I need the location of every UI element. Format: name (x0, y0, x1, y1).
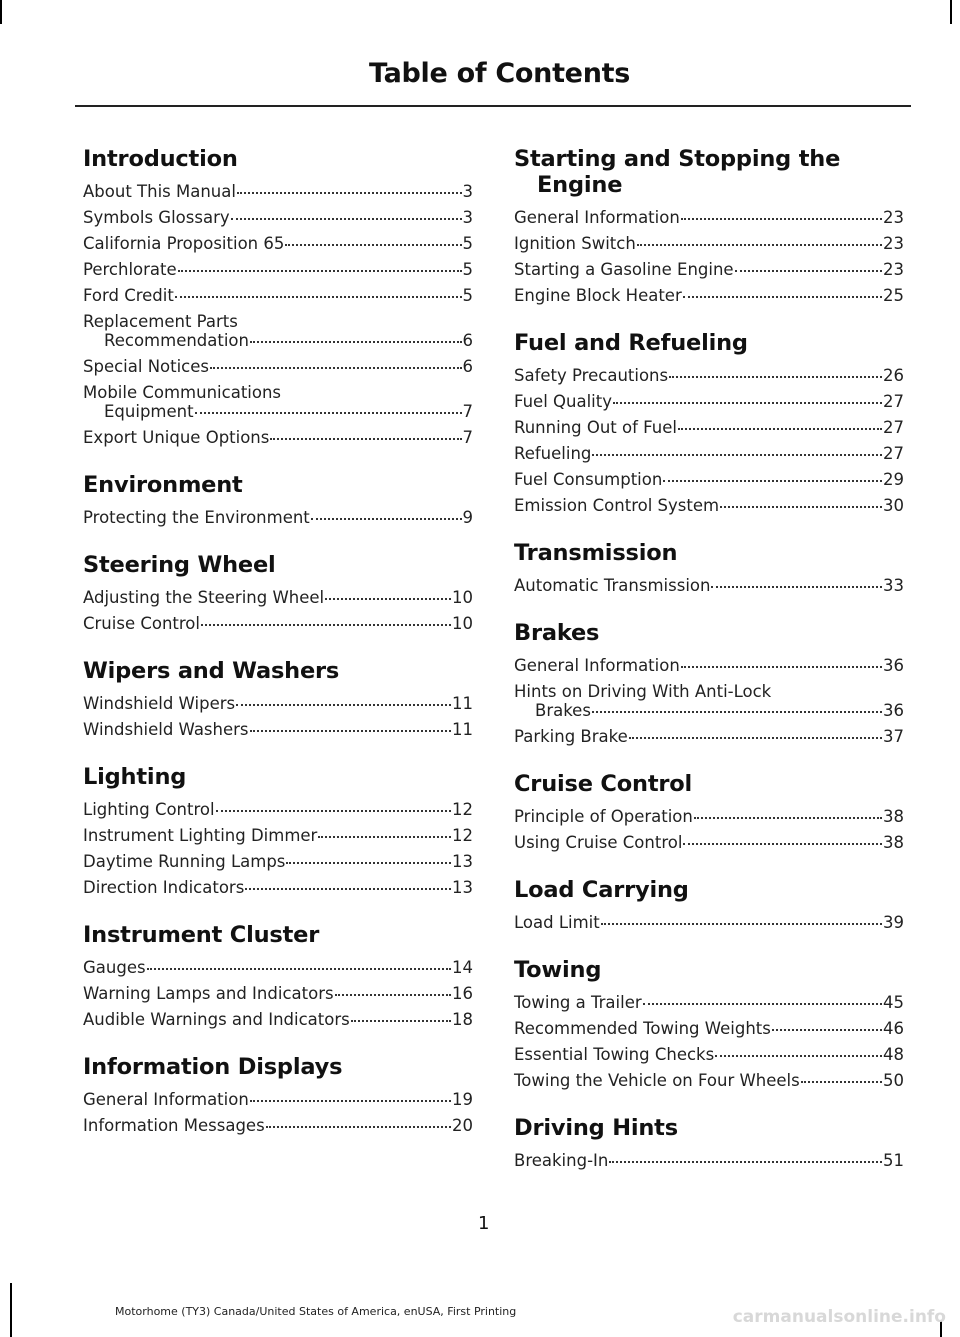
entry-title: Warning Lamps and Indicators (83, 983, 334, 1003)
entry-page-number: 48 (883, 1044, 904, 1064)
entry-page-number: 16 (452, 983, 473, 1003)
dot-leader (318, 835, 451, 838)
entry-title: Protecting the Environment (83, 507, 310, 527)
section-heading[interactable]: Steering Wheel (83, 552, 276, 578)
toc-entry[interactable] (83, 610, 473, 636)
dot-leader (609, 1160, 882, 1163)
entry-page-number: 50 (883, 1070, 904, 1090)
toc-left-column (83, 146, 473, 1160)
toc-entry[interactable] (83, 282, 473, 308)
entry-page-number: 13 (452, 851, 473, 871)
dot-leader (683, 842, 882, 845)
entry-page-number: 19 (452, 1089, 473, 1109)
entry-title: General Information (514, 207, 680, 227)
toc-entry[interactable] (514, 466, 904, 492)
section-heading[interactable]: Starting and Stopping the Engine (514, 146, 841, 198)
entry-page-number: 30 (883, 495, 904, 515)
crop-mark-top-right (950, 0, 952, 24)
toc-section (514, 540, 904, 598)
toc-entry[interactable] (83, 379, 473, 424)
toc-section (514, 146, 904, 308)
entry-page-number: 6 (462, 356, 473, 376)
entry-title: Perchlorate (83, 259, 177, 279)
entry-title: Audible Warnings and Indicators (83, 1009, 350, 1029)
dot-leader (250, 340, 462, 343)
dot-leader (643, 1002, 882, 1005)
toc-entry[interactable] (83, 980, 473, 1006)
toc-entry[interactable] (83, 716, 473, 742)
entry-page-number: 51 (883, 1150, 904, 1170)
toc-entry[interactable] (83, 308, 473, 353)
entry-title: Engine Block Heater (514, 285, 682, 305)
toc-section (83, 1054, 473, 1138)
dot-leader (201, 623, 451, 626)
entry-title: Fuel Consumption (514, 469, 663, 489)
entry-title: Information Messages (83, 1115, 265, 1135)
entry-page-number: 38 (883, 832, 904, 852)
edition-info: Motorhome (TY3) Canada/United States of America, enUSA, First Printing (115, 1305, 517, 1318)
toc-entry[interactable] (514, 362, 904, 388)
dot-leader (210, 366, 461, 369)
entry-page-number: 11 (452, 693, 473, 713)
toc-entry[interactable] (514, 909, 904, 935)
entry-page-number: 7 (462, 401, 473, 421)
toc-right-column (514, 146, 904, 1195)
toc-entry[interactable] (83, 353, 473, 379)
entry-page-number: 33 (883, 575, 904, 595)
entry-page-number: 12 (452, 799, 473, 819)
entry-title: Export Unique Options (83, 427, 270, 447)
section-heading[interactable]: Wipers and Washers (83, 658, 340, 684)
dot-leader (629, 736, 882, 739)
entry-title: Running Out of Fuel (514, 417, 677, 437)
entry-title: Ford Credit (83, 285, 174, 305)
toc-entry[interactable] (83, 584, 473, 610)
dot-leader (592, 710, 882, 713)
toc-entry[interactable] (514, 723, 904, 749)
section-heading[interactable]: Lighting (83, 764, 187, 790)
entry-title: Using Cruise Control (514, 832, 683, 852)
entry-page-number: 27 (883, 443, 904, 463)
entry-title: Cruise Control (83, 613, 200, 633)
toc-section (514, 620, 904, 749)
entry-page-number: 5 (462, 233, 473, 253)
entry-title: Starting a Gasoline Engine (514, 259, 734, 279)
dot-leader (683, 295, 882, 298)
toc-entry[interactable] (83, 796, 473, 822)
entry-page-number: 36 (883, 655, 904, 675)
dot-leader (147, 967, 451, 970)
toc-entry[interactable] (83, 178, 473, 204)
section-heading[interactable]: Brakes (514, 620, 600, 646)
toc-entry[interactable] (514, 1067, 904, 1093)
dot-leader (681, 665, 882, 668)
dot-leader (285, 243, 461, 246)
toc-section (83, 922, 473, 1032)
toc-entry[interactable] (83, 690, 473, 716)
toc-section (514, 771, 904, 855)
entry-page-number: 45 (883, 992, 904, 1012)
entry-title-continued: Brakes (535, 700, 591, 720)
toc-section (514, 330, 904, 518)
entry-page-number: 12 (452, 825, 473, 845)
crop-mark-top-left (0, 0, 2, 24)
toc-entry[interactable] (514, 989, 904, 1015)
dot-leader (250, 1099, 451, 1102)
entry-page-number: 5 (462, 285, 473, 305)
entry-page-number: 9 (462, 507, 473, 527)
crop-mark-bottom-left (10, 1283, 12, 1337)
entry-title: Daytime Running Lamps (83, 851, 286, 871)
toc-entry[interactable] (83, 954, 473, 980)
entry-title: Parking Brake (514, 726, 628, 746)
section-heading[interactable]: Driving Hints (514, 1115, 678, 1141)
entry-page-number: 46 (883, 1018, 904, 1038)
section-heading[interactable]: Instrument Cluster (83, 922, 320, 948)
toc-entry[interactable] (83, 1006, 473, 1032)
toc-entry[interactable] (83, 874, 473, 900)
entry-page-number: 39 (883, 912, 904, 932)
section-heading[interactable]: Cruise Control (514, 771, 693, 797)
entry-title: Windshield Washers (83, 719, 249, 739)
dot-leader (715, 1054, 882, 1057)
dot-leader (325, 597, 451, 600)
entry-title: Emission Control System (514, 495, 720, 515)
dot-leader (216, 809, 451, 812)
entry-title: Recommended Towing Weights (514, 1018, 771, 1038)
entry-page-number: 10 (452, 613, 473, 633)
dot-leader (663, 479, 882, 482)
entry-page-number: 27 (883, 417, 904, 437)
toc-entry[interactable] (83, 1086, 473, 1112)
entry-title-continued: Recommendation (104, 330, 249, 350)
toc-entry[interactable] (514, 204, 904, 230)
toc-section (514, 877, 904, 935)
section-heading[interactable]: Towing (514, 957, 602, 983)
entry-page-number: 6 (462, 330, 473, 350)
entry-title: Safety Precautions (514, 365, 669, 385)
entry-page-number: 29 (883, 469, 904, 489)
entry-title: Instrument Lighting Dimmer (83, 825, 318, 845)
entry-page-number: 3 (462, 181, 473, 201)
section-heading[interactable]: Transmission (514, 540, 678, 566)
dot-leader (311, 517, 462, 520)
entry-title: Direction Indicators (83, 877, 245, 897)
entry-page-number: 10 (452, 587, 473, 607)
dot-leader (694, 816, 882, 819)
toc-entry[interactable] (514, 678, 904, 723)
entry-title: Gauges (83, 957, 146, 977)
dot-leader (351, 1019, 451, 1022)
entry-page-number: 13 (452, 877, 473, 897)
entry-page-number: 7 (462, 427, 473, 447)
toc-section (83, 552, 473, 636)
dot-leader (669, 375, 882, 378)
entry-page-number: 26 (883, 365, 904, 385)
toc-entry[interactable] (83, 848, 473, 874)
dot-leader (236, 703, 451, 706)
entry-title: Breaking-In (514, 1150, 609, 1170)
entry-title: Symbols Glossary (83, 207, 230, 227)
toc-entry[interactable] (514, 256, 904, 282)
entry-page-number: 5 (462, 259, 473, 279)
dot-leader (735, 269, 882, 272)
entry-title: General Information (514, 655, 680, 675)
toc-entry[interactable] (514, 572, 904, 598)
dot-leader (178, 269, 462, 272)
entry-page-number: 38 (883, 806, 904, 826)
toc-entry[interactable] (514, 492, 904, 518)
toc-section (83, 146, 473, 450)
dot-leader (681, 217, 882, 220)
toc-entry[interactable] (514, 282, 904, 308)
toc-entry[interactable] (514, 230, 904, 256)
section-heading[interactable]: Information Displays (83, 1054, 343, 1080)
dot-leader (175, 295, 462, 298)
toc-entry[interactable] (514, 803, 904, 829)
entry-page-number: 11 (452, 719, 473, 739)
dot-leader (772, 1028, 882, 1031)
entry-title: Essential Towing Checks (514, 1044, 715, 1064)
dot-leader (335, 993, 451, 996)
toc-entry[interactable] (514, 440, 904, 466)
entry-title: Towing a Trailer (514, 992, 642, 1012)
entry-title: Hints on Driving With Anti-Lock (514, 681, 772, 701)
entry-page-number: 37 (883, 726, 904, 746)
entry-page-number: 18 (452, 1009, 473, 1029)
toc-entry[interactable] (514, 388, 904, 414)
section-heading[interactable]: Introduction (83, 146, 238, 172)
toc-entry[interactable] (83, 256, 473, 282)
toc-entry[interactable] (83, 230, 473, 256)
toc-entry[interactable] (514, 1147, 904, 1173)
dot-leader (270, 437, 461, 440)
toc-entry[interactable] (514, 1041, 904, 1067)
dot-leader (720, 505, 882, 508)
dot-leader (801, 1080, 882, 1083)
entry-page-number: 23 (883, 207, 904, 227)
dot-leader (195, 411, 462, 414)
entry-page-number: 23 (883, 233, 904, 253)
entry-page-number: 14 (452, 957, 473, 977)
title-divider (75, 105, 911, 107)
toc-entry[interactable] (83, 504, 473, 530)
entry-title: Automatic Transmission (514, 575, 711, 595)
toc-entry[interactable] (83, 204, 473, 230)
section-heading[interactable]: Environment (83, 472, 243, 498)
entry-page-number: 23 (883, 259, 904, 279)
dot-leader (592, 453, 882, 456)
entry-title: California Proposition 65 (83, 233, 285, 253)
watermark: carmanualsonline.info (732, 1307, 946, 1327)
toc-entry[interactable] (514, 1015, 904, 1041)
toc-entry[interactable] (514, 414, 904, 440)
entry-title: Adjusting the Steering Wheel (83, 587, 325, 607)
entry-title: Windshield Wipers (83, 693, 236, 713)
toc-section (514, 957, 904, 1093)
dot-leader (678, 427, 882, 430)
toc-section (83, 764, 473, 900)
dot-leader (637, 243, 882, 246)
entry-page-number: 20 (452, 1115, 473, 1135)
entry-title: Mobile Communications (83, 382, 282, 402)
entry-title: Refueling (514, 443, 592, 463)
entry-title: Towing the Vehicle on Four Wheels (514, 1070, 800, 1090)
entry-page-number: 36 (883, 700, 904, 720)
entry-page-number: 3 (462, 207, 473, 227)
entry-title: About This Manual (83, 181, 236, 201)
toc-section (83, 472, 473, 530)
entry-page-number: 27 (883, 391, 904, 411)
section-heading[interactable]: Load Carrying (514, 877, 689, 903)
entry-title: Principle of Operation (514, 806, 693, 826)
entry-title-continued: Equipment (104, 401, 194, 421)
entry-title: Load Limit (514, 912, 600, 932)
dot-leader (231, 217, 462, 220)
toc-entry[interactable] (514, 652, 904, 678)
page-number: 1 (478, 1213, 490, 1234)
toc-section (83, 658, 473, 742)
entry-title: Special Notices (83, 356, 210, 376)
entry-title: Ignition Switch (514, 233, 636, 253)
entry-title: Lighting Control (83, 799, 215, 819)
dot-leader (286, 861, 451, 864)
dot-leader (613, 401, 882, 404)
entry-page-number: 25 (883, 285, 904, 305)
dot-leader (266, 1125, 451, 1128)
section-heading[interactable]: Fuel and Refueling (514, 330, 748, 356)
dot-leader (250, 729, 451, 732)
toc-entry[interactable] (83, 424, 473, 450)
entry-title: General Information (83, 1089, 249, 1109)
page-title: Table of Contents (368, 58, 630, 89)
toc-entry[interactable] (83, 822, 473, 848)
dot-leader (237, 191, 462, 194)
toc-entry[interactable] (514, 829, 904, 855)
dot-leader (601, 922, 882, 925)
toc-section (514, 1115, 904, 1173)
toc-entry[interactable] (83, 1112, 473, 1138)
entry-title: Replacement Parts (83, 311, 238, 331)
entry-title: Fuel Quality (514, 391, 612, 411)
dot-leader (245, 887, 451, 890)
dot-leader (711, 585, 882, 588)
